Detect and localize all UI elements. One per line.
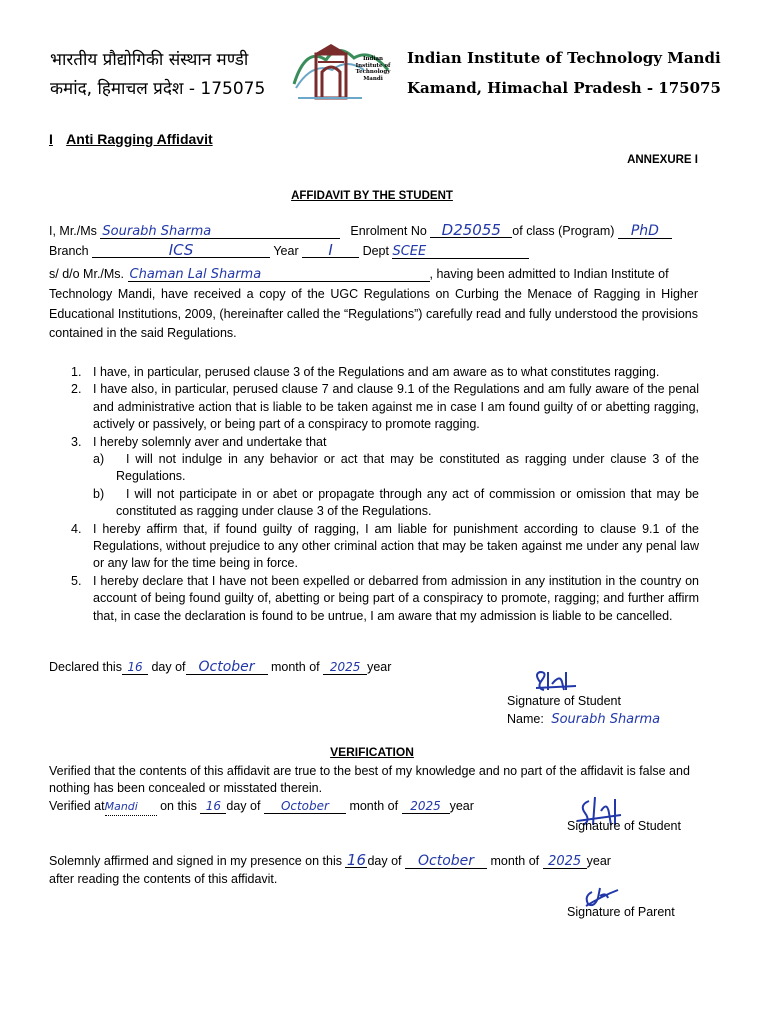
clause-number: 4. <box>71 521 82 536</box>
parent-signature-label: Signature of Parent <box>567 905 675 919</box>
logo-caption <box>351 56 395 82</box>
dept-field[interactable]: SCEE <box>392 245 529 259</box>
verification-heading: VERIFICATION <box>330 745 414 759</box>
list-item <box>49 486 699 521</box>
branch-field[interactable]: ICS <box>92 244 270 258</box>
admitted-text: , having been admitted to Indian Institute of <box>429 267 669 281</box>
verified-month-field[interactable]: October <box>264 800 346 814</box>
logo-caption-line: Technology <box>355 69 391 75</box>
day-label: day of <box>226 799 261 813</box>
hindi-address: कमांद, हिमाचल प्रदेश - 175075 <box>50 79 266 99</box>
month-label: month of <box>349 799 399 813</box>
clauses-list <box>49 364 699 625</box>
subclause-number: b) <box>93 486 105 501</box>
month-label: month of <box>490 854 540 868</box>
list-item <box>49 434 699 451</box>
program-field[interactable]: PhD <box>618 225 672 239</box>
declared-year-field[interactable]: 2025 <box>323 661 367 675</box>
affirmation-day-field[interactable]: 16 <box>346 851 367 869</box>
clause-text: I hereby affirm that, if found guilty of ragging, I am liable for punishment according to clause 9.1 of the Regulations, without prejudice to any other criminal action that may be taken against me under any penal law or any law for the time being in force. <box>93 521 699 571</box>
year-field[interactable]: I <box>302 244 359 258</box>
declared-month-field[interactable]: October <box>186 661 268 675</box>
clause-number: 3. <box>71 434 82 449</box>
verified-year-field[interactable]: 2025 <box>402 800 450 814</box>
logo-caption-line: Indian <box>362 56 384 62</box>
branch-label: Branch <box>49 244 89 258</box>
enrolment-field[interactable]: D25055 <box>430 224 512 238</box>
clause-number: 5. <box>71 573 82 588</box>
clause-text: I have, in particular, perused clause 3 of the Regulations and am aware as to what constitutes ragging. <box>93 365 660 379</box>
hindi-institute-name: भारतीय प्रौद्योगिकी संस्थान मण्डी <box>50 50 249 70</box>
verified-place-field[interactable]: Mandi <box>105 798 157 816</box>
logo-caption-line: Mandi <box>363 75 383 82</box>
declared-line <box>49 659 391 676</box>
clause-text: I have also, in particular, perused clause 7 and clause 9.1 of the Regulations and am fully aware of the penal and administrative action that is liable to be taken against me in case I am found guilty of or abetting ragging, actively or passively, or being part of a conspiracy to promote ragging. <box>93 382 699 432</box>
on-label: on this <box>160 799 197 813</box>
english-institute-name: Indian Institute of Technology Mandi <box>407 49 721 67</box>
page-title <box>49 131 213 147</box>
subclause-number: a) <box>93 452 105 467</box>
affirmation-line <box>49 853 611 870</box>
english-address: Kamand, Himachal Pradesh - 175075 <box>407 79 721 97</box>
verified-at-label: Verified at <box>49 799 105 813</box>
verification-signature-label: Signature of Student <box>567 819 681 833</box>
name-label: I, Mr./Ms <box>49 224 97 238</box>
affirmation-month-field[interactable]: October <box>405 855 487 869</box>
clause-number: 1. <box>71 365 82 379</box>
year-label: year <box>449 799 474 813</box>
clause-text: I hereby solemnly aver and undertake that <box>93 434 327 449</box>
declared-day-field[interactable]: 16 <box>122 661 148 675</box>
list-item <box>49 521 699 573</box>
parent-label-prefix: s/ <box>49 267 59 281</box>
enrolment-label: Enrolment No <box>350 224 427 238</box>
month-label: month of <box>270 660 320 674</box>
title-text: Anti Ragging Affidavit <box>66 131 213 147</box>
subclause-text: I will not indulge in any behavior or act that may be constituted as ragging under clause 3 of the Regulations. <box>116 452 699 484</box>
student-signature-label: Signature of Student <box>507 694 621 708</box>
affirmation-year-field[interactable]: 2025 <box>543 855 587 869</box>
day-label: day of <box>367 854 402 868</box>
parent-label-suffix: d/o Mr./Ms. <box>58 267 125 281</box>
clause-text: I hereby declare that I have not been expelled or debarred from admission in any institution in the country on account of being found guilty of, abetting or being part of a conspiracy to promote, ragging; and further affirm that, in case the declaration is found to be untrue, I am aware that my admission is liable to be cancelled. <box>93 573 699 623</box>
list-item <box>49 381 699 433</box>
year-label: year <box>367 660 392 674</box>
intro-paragraph: Technology Mandi, have received a copy of the UGC Regulations on Curbing the Menace of Ragging in Higher Educational Institutions, 2009, (hereinafter called the “Regulations”) carefully read and fully understood the provisions contained in the said Regulations. <box>49 287 698 340</box>
dept-label: Dept <box>362 244 389 258</box>
list-item <box>49 573 699 625</box>
student-name-field[interactable]: Sourabh Sharma <box>100 225 340 239</box>
day-label: day of <box>151 660 186 674</box>
parent-name-field[interactable]: Chaman Lal Sharma <box>128 268 430 282</box>
year-label: year <box>586 854 611 868</box>
year-label: Year <box>273 244 299 258</box>
verification-statement: Verified that the contents of this affidavit are true to the best of my knowledge and no part of the affidavit is false and nothing has been concealed or misstated therein. <box>49 764 690 795</box>
name-label: Name: <box>507 712 544 726</box>
student-signature-scribble <box>530 668 580 694</box>
verified-line <box>49 798 474 816</box>
declared-prefix: Declared this <box>49 660 122 674</box>
class-label: of class (Program) <box>512 224 615 238</box>
form-line-name <box>49 223 672 240</box>
list-item <box>49 364 699 381</box>
affirmation-prefix: Solemnly affirmed and signed in my presence on this <box>49 854 342 868</box>
form-line-branch <box>49 243 529 260</box>
logo-caption-line: Institute of <box>355 62 391 69</box>
student-name-value[interactable]: Sourabh Sharma <box>551 712 661 727</box>
list-item <box>49 451 699 486</box>
student-name-line <box>507 711 660 728</box>
form-line-parent <box>49 266 669 283</box>
verified-day-field[interactable]: 16 <box>200 800 226 814</box>
affidavit-heading: AFFIDAVIT BY THE STUDENT <box>291 190 453 202</box>
subclause-text: I will not participate in or abet or propagate through any act of commission or omission that may be constituted as ragging under clause 3 of the Regulations. <box>116 486 699 519</box>
title-marker: I <box>49 131 53 147</box>
affirmation-line-2: after reading the contents of this affidavit. <box>49 872 278 886</box>
clause-number: 2. <box>71 382 82 397</box>
annexure-label: ANNEXURE I <box>627 154 698 166</box>
